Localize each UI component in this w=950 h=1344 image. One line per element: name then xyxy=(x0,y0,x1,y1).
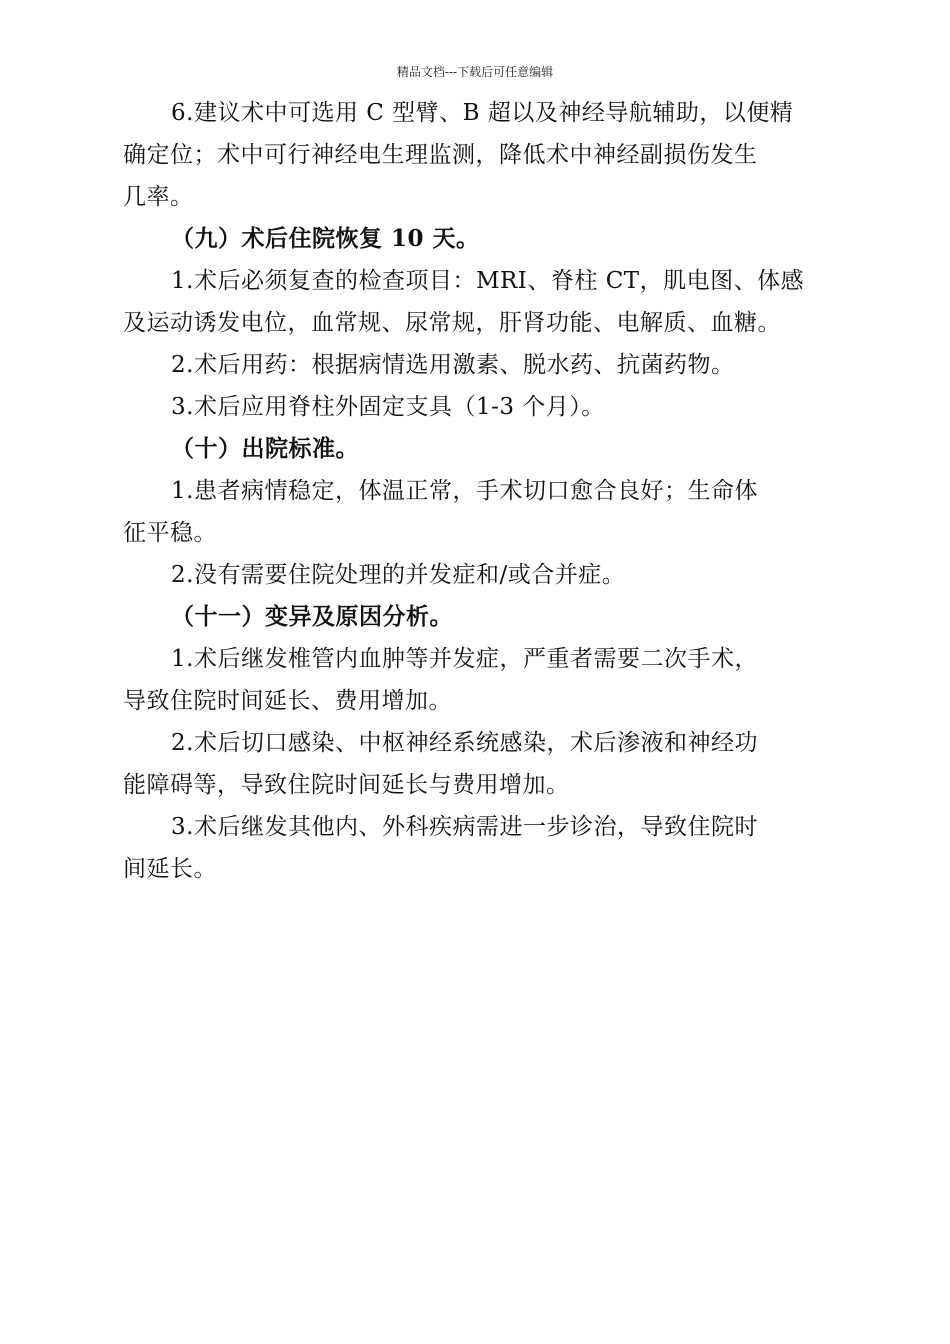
paragraph-line: 3.术后继发其他内、外科疾病需进一步诊治，导致住院时 xyxy=(171,814,758,840)
paragraph-line: 3.术后应用脊柱外固定支具（1-3 个月）。 xyxy=(171,394,605,420)
paragraph-line: 2.术后切口感染、中枢神经系统感染，术后渗液和神经功 xyxy=(171,730,758,756)
paragraph-line: 几率。 xyxy=(123,184,194,210)
paragraph-line: 导致住院时间延长、费用增加。 xyxy=(123,688,452,714)
section-heading: （十）出院标准。 xyxy=(171,435,359,462)
paragraph-line: 6.建议术中可选用 C 型臂、B 超以及神经导航辅助，以便精 xyxy=(171,100,794,126)
section-heading: （十一）变异及原因分析。 xyxy=(171,603,453,630)
page-header: 精品文档---下载后可任意编辑 xyxy=(396,65,554,79)
paragraph-line: 间延长。 xyxy=(123,856,217,882)
paragraph-line: 1.术后必须复查的检查项目：MRI、脊柱 CT，肌电图、体感 xyxy=(171,268,805,294)
paragraph-line: 1.患者病情稳定，体温正常，手术切口愈合良好；生命体 xyxy=(171,478,758,504)
paragraph-line: 1.术后继发椎管内血肿等并发症，严重者需要二次手术， xyxy=(171,646,758,672)
paragraph-line: 征平稳。 xyxy=(123,520,217,546)
document-body xyxy=(123,92,843,890)
section-heading: （九）术后住院恢复 10 天。 xyxy=(171,225,480,252)
paragraph-line: 确定位；术中可行神经电生理监测，降低术中神经副损伤发生 xyxy=(123,142,758,168)
paragraph-line: 能障碍等，导致住院时间延长与费用增加。 xyxy=(123,772,570,798)
paragraph-line: 2.术后用药：根据病情选用激素、脱水药、抗菌药物。 xyxy=(171,352,735,378)
paragraph-line: 2.没有需要住院处理的并发症和/或合并症。 xyxy=(171,562,626,588)
paragraph-line: 及运动诱发电位，血常规、尿常规，肝肾功能、电解质、血糖。 xyxy=(123,310,781,336)
